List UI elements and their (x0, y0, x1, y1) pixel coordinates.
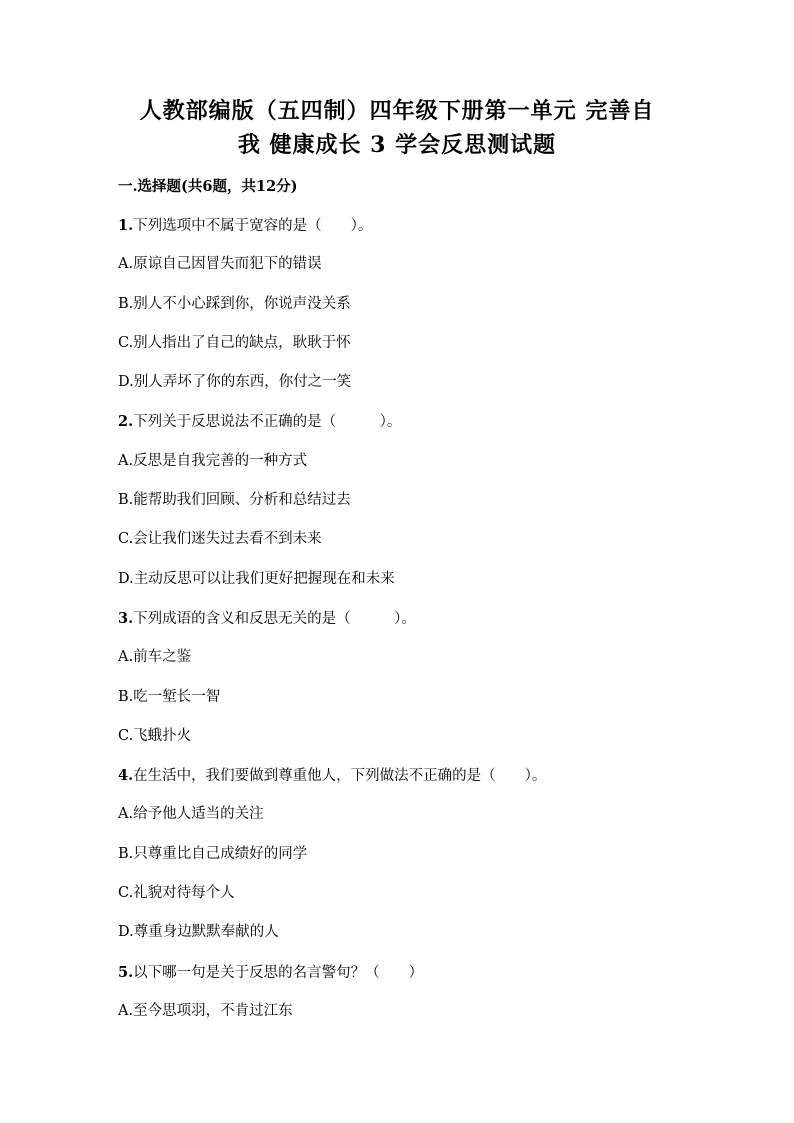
option-a: A.给予他人适当的关注 (118, 806, 264, 823)
question-5 (118, 963, 738, 1022)
question-text: 下列成语的含义和反思无关的是（ ）。 (133, 610, 416, 627)
question-stem (118, 963, 738, 983)
question-stem (118, 412, 738, 432)
option-c: C.别人指出了自己的缺点，耿耿于怀 (118, 334, 351, 351)
document-title (110, 94, 684, 162)
question-1 (118, 216, 738, 393)
question-stem (118, 216, 738, 236)
option-a: A.反思是自我完善的一种方式 (118, 452, 308, 469)
title-line-2: 我 健康成长 3 学会反思测试题 (237, 132, 557, 158)
option-d: D.尊重身边默默奉献的人 (118, 924, 279, 941)
option-b: B.只尊重比自己成绩好的同学 (118, 845, 308, 862)
question-number: 4. (118, 767, 134, 785)
option-a: A.至今思项羽，不肯过江东 (118, 1002, 293, 1019)
question-text: 下列选项中不属于宽容的是（ ）。 (133, 218, 373, 234)
question-number: 1. (118, 217, 134, 234)
option-c: C.礼貌对待每个人 (118, 885, 235, 902)
question-stem (118, 766, 738, 786)
question-stem (118, 609, 738, 629)
option-d: D.别人弄坏了你的东西，你付之一笑 (118, 374, 352, 391)
question-text: 下列关于反思说法不正确的是（ ）。 (133, 414, 402, 431)
question-number: 2. (118, 413, 134, 431)
option-c: C.飞蛾扑火 (118, 727, 192, 744)
option-b: B.吃一堑长一智 (118, 688, 221, 705)
option-a: A.前车之鉴 (118, 649, 192, 666)
option-d: D.主动反思可以让我们更好把握现在和未来 (118, 570, 395, 587)
question-number: 5. (118, 963, 134, 981)
option-a: A.原谅自己因冒失而犯下的错误 (118, 256, 322, 273)
question-text: 在生活中，我们要做到尊重他人，下列做法不正确的是（ ）。 (133, 768, 547, 785)
question-list (118, 216, 738, 1041)
option-b: B.别人不小心踩到你，你说声没关系 (118, 295, 351, 312)
question-number: 3. (118, 609, 134, 627)
question-2 (118, 412, 738, 589)
question-3 (118, 609, 738, 746)
option-b: B.能帮助我们回顾、分析和总结过去 (118, 492, 351, 509)
section-heading: 一.选择题(共6题，共12分) (118, 178, 298, 195)
question-text: 以下哪一句是关于反思的名言警句？（ ） (133, 964, 424, 981)
title-line-1: 人教部编版（五四制）四年级下册第一单元 完善自 (139, 98, 655, 124)
question-4 (118, 766, 738, 943)
option-c: C.会让我们迷失过去看不到未来 (118, 531, 322, 548)
